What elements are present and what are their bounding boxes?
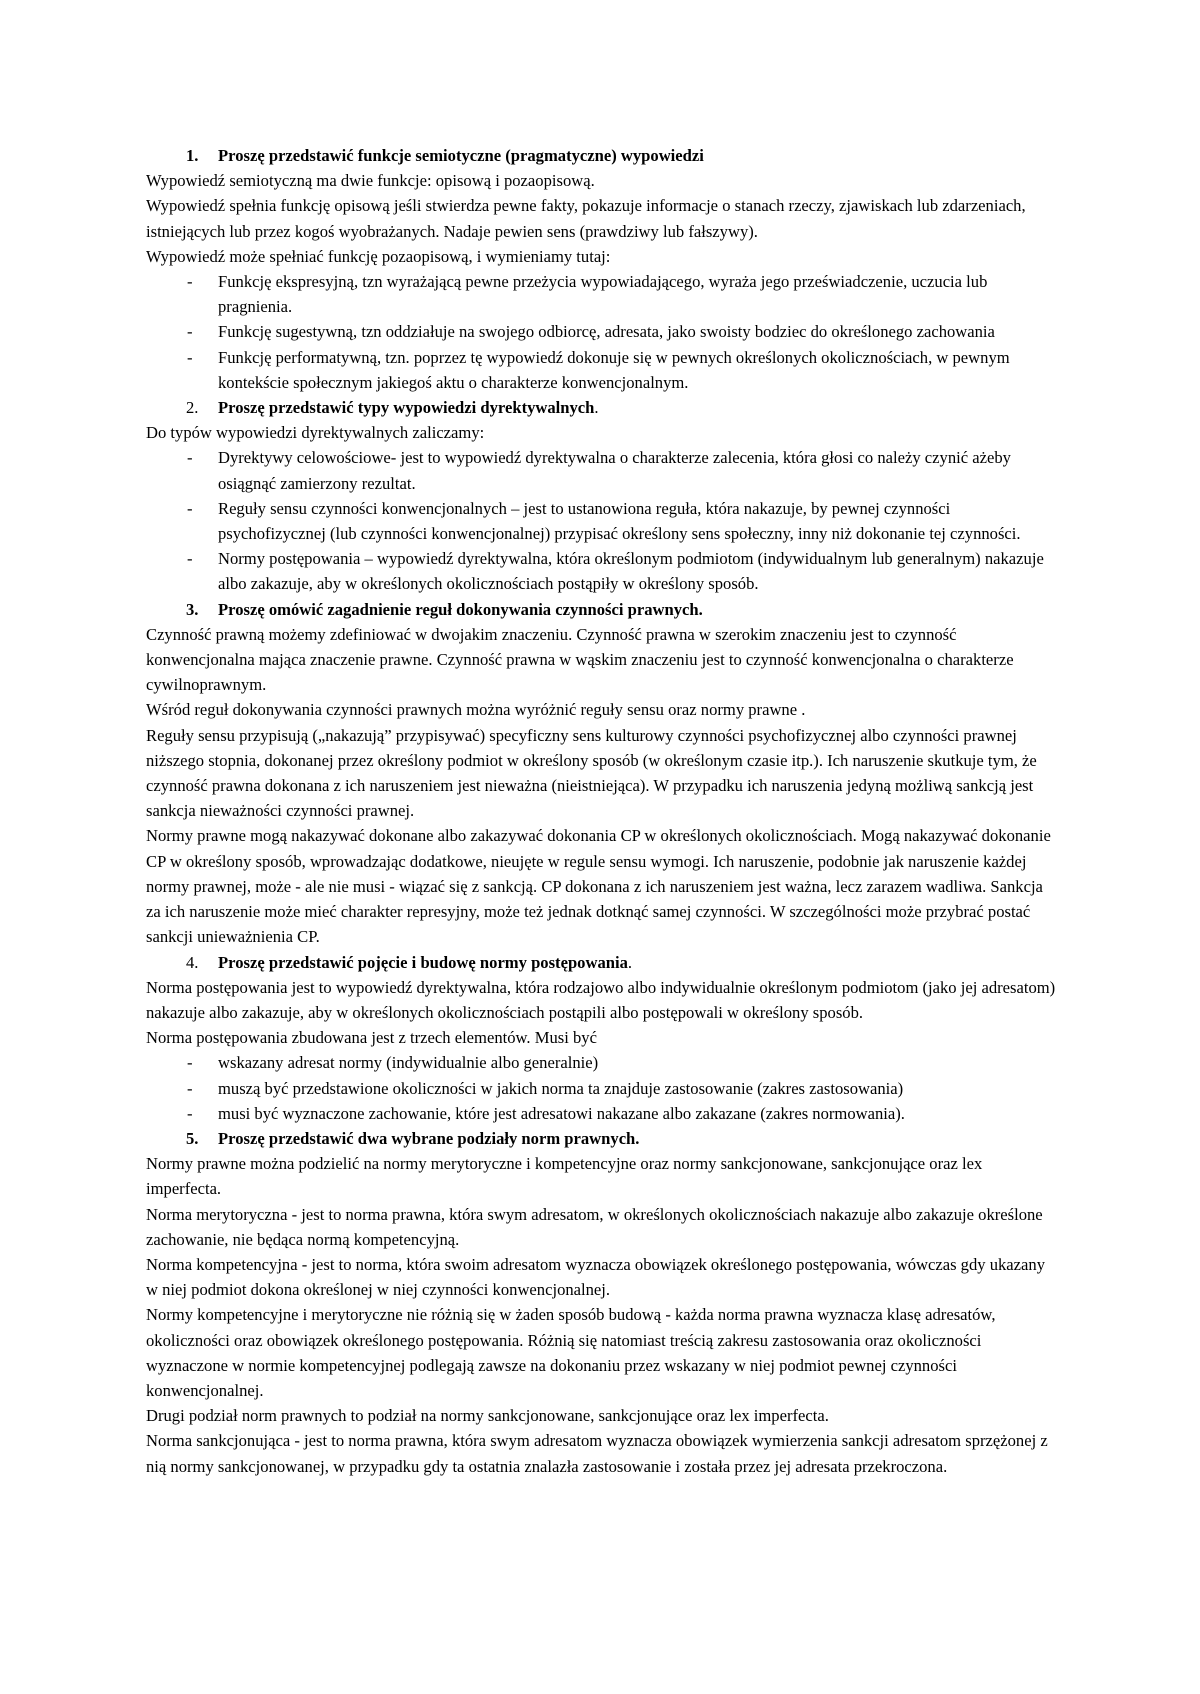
list-item [146, 345, 1061, 395]
dash-bullet-icon: - [187, 347, 193, 367]
list-item-text: muszą być przedstawione okoliczności w jakich norma ta znajduje zastosowanie (zakres zastosowania) [218, 1078, 904, 1098]
section-1-heading [146, 143, 1061, 168]
section-5-heading [146, 1126, 1061, 1151]
paragraph: Czynność prawną możemy zdefiniować w dwojakim znaczeniu. Czynność prawna w szerokim znaczeniu jest to czynność konwencjonalna mająca znaczenie prawne. Czynność prawna w wąskim znaczeniu jest to czynność konwencjonalna o charakterze cywilnoprawnym. [146, 624, 1014, 695]
list-item [146, 1050, 1061, 1075]
section-title-suffix: . [627, 952, 633, 972]
list-item-text: Dyrektywy celowościowe- jest to wypowiedź dyrektywalna o charakterze zalecenia, która głosi co należy czynić ażeby osiągnąć zamierzony rezultat. [218, 448, 1011, 493]
dash-bullet-icon: - [187, 498, 193, 518]
section-title: Proszę przedstawić dwa wybrane podziały norm prawnych. [218, 1128, 640, 1148]
paragraph: Norma sankcjonująca - jest to norma prawna, która swym adresatom wyznacza obowiązek wymierzenia sankcji adresatom sprzężonej z nią normy sankcjonowanej, w przypadku gdy ta ostatnia znalazła zastosowanie i została przez jej adresata przekroczona. [146, 1431, 1048, 1476]
list-item [146, 445, 1061, 495]
section-title: Proszę przedstawić pojęcie i budowę normy postępowania [218, 952, 628, 972]
paragraph: Norma postępowania jest to wypowiedź dyrektywalna, która rodzajowo albo indywidualnie określonym podmiotom (jako jej adresatom) nakazuje albo zakazuje, aby w określonych okolicznościach postąpili albo postępowali w określony sposób. [146, 977, 1056, 1022]
list-item-text: wskazany adresat normy (indywidualnie albo generalnie) [218, 1053, 599, 1073]
section-number: 1. [186, 146, 199, 165]
list-item-text: musi być wyznaczone zachowanie, które jest adresatowi nakazane albo zakazane (zakres normowania). [218, 1103, 905, 1123]
list-item-text: Reguły sensu czynności konwencjonalnych – jest to ustanowiona reguła, która nakazuje, by pewnej czynności psychofizycznej (lub czynności konwencjonalnej) przypisać określony sens społeczny, inny niż dokonanie tej czynności. [218, 498, 1021, 544]
paragraph: Wypowiedź semiotyczną ma dwie funkcje: opisową i pozaopisową. [146, 171, 595, 191]
dash-bullet-icon: - [187, 549, 193, 569]
paragraph: Drugi podział norm prawnych to podział na normy sankcjonowane, sankcjonujące oraz lex imperfecta. [146, 1406, 829, 1426]
section-number: 4. [186, 952, 199, 972]
list-item-text: Funkcję performatywną, tzn. poprzez tę wypowiedź dokonuje się w pewnych określonych okolicznościach, w pewnym kontekście społecznym jakiegoś aktu o charakterze konwencjonalnym. [218, 347, 1010, 392]
section-3-heading [146, 597, 1061, 622]
section-number: 3. [186, 599, 199, 619]
paragraph: Reguły sensu przypisują („nakazują” przypisywać) specyficzny sens kulturowy czynności psychofizycznej albo czynności prawnej niższego stopnia, dokonanej przez określony podmiot w określony sposób (w określonym czasie itp.). Ich naruszenie skutkuje tym, że czynność prawna dokonana z ich naruszeniem jest nieważna (nieistniejąca). W przypadku ich naruszenia jedyną możliwą sankcją jest sankcja nieważności czynności prawnej. [146, 725, 1037, 821]
list-item-text: Funkcję sugestywną, tzn oddziałuje na swojego odbiorcę, adresata, jako swoisty bodziec do określonego zachowania [218, 322, 995, 342]
list-item [146, 496, 1061, 546]
list-item [146, 319, 1061, 344]
paragraph: Wśród reguł dokonywania czynności prawnych można wyróżnić reguły sensu oraz normy prawne . [146, 700, 806, 720]
section-2-heading [146, 395, 1061, 420]
dash-bullet-icon: - [187, 1078, 193, 1098]
section-4-heading [146, 950, 1061, 975]
paragraph: Norma kompetencyjna - jest to norma, która swoim adresatom wyznacza obowiązek określonego postępowania, wówczas gdy ukazany w niej podmiot dokona określonej w niej czynności konwencjonalnej. [146, 1254, 1045, 1300]
section-title: Proszę przedstawić typy wypowiedzi dyrektywalnych [218, 398, 595, 418]
list-item [146, 546, 1061, 596]
paragraph: Norma postępowania zbudowana jest z trzech elementów. Musi być [146, 1028, 597, 1048]
bullet-list [146, 445, 1061, 596]
section-title-suffix: . [594, 398, 599, 418]
dash-bullet-icon: - [187, 322, 193, 342]
section-number: 2. [186, 398, 199, 418]
paragraph: Normy prawne mogą nakazywać dokonane albo zakazywać dokonania CP w określonych okolicznościach. Mogą nakazywać dokonanie CP w określony sposób, wprowadzając dodatkowe, nieujęte w regule sensu wymogi. Ich naruszenie, podobnie jak naruszenie każdej normy prawnej, może - ale nie musi - wiązać się z sankcją. CP dokonana z ich naruszeniem jest ważna, lecz zarazem wadliwa. Sankcja za ich naruszenie może mieć charakter represyjny, może też jednak dotknąć samej czynności. W szczególności może przybrać postać sankcji unieważnienia CP. [146, 826, 1051, 947]
list-item-text: Funkcję ekspresyjną, tzn wyrażającą pewne przeżycia wypowiadającego, wyraża jego przeświadczenie, uczucia lub pragnienia. [218, 272, 988, 317]
dash-bullet-icon: - [187, 272, 193, 292]
dash-bullet-icon: - [187, 448, 193, 468]
paragraph: Wypowiedź może spełniać funkcję pozaopisową, i wymieniamy tutaj: [146, 246, 611, 266]
dash-bullet-icon: - [187, 1053, 193, 1073]
bullet-list [146, 269, 1061, 395]
paragraph: Do typów wypowiedzi dyrektywalnych zaliczamy: [146, 423, 485, 443]
section-title: Proszę omówić zagadnienie reguł dokonywania czynności prawnych. [218, 599, 703, 619]
list-item [146, 1101, 1061, 1126]
paragraph: Normy prawne można podzielić na normy merytoryczne i kompetencyjne oraz normy sankcjonowane, sankcjonujące oraz lex imperfecta. [146, 1154, 983, 1199]
list-item [146, 1076, 1061, 1101]
paragraph: Wypowiedź spełnia funkcję opisową jeśli stwierdza pewne fakty, pokazuje informacje o stanach rzeczy, zjawiskach lub zdarzeniach, istniejących lub przez kogoś wyobrażanych. Nadaje pewien sens (prawdziwy lub fałszywy). [146, 196, 1026, 241]
section-title: Proszę przedstawić funkcje semiotyczne (pragmatyczne) wypowiedzi [218, 146, 704, 165]
document-content [146, 143, 1061, 1479]
paragraph: Norma merytoryczna - jest to norma prawna, która swym adresatom, w określonych okolicznościach nakazuje albo zakazuje określone zachowanie, nie będąca normą kompetencyjną. [146, 1204, 1043, 1249]
section-number: 5. [186, 1128, 199, 1148]
dash-bullet-icon: - [187, 1103, 193, 1123]
paragraph: Normy kompetencyjne i merytoryczne nie różnią się w żaden sposób budową - każda norma prawna wyznacza klasę adresatów, okoliczności oraz obowiązek określonego postępowania. Różnią się natomiast treścią zakresu zastosowania oraz okoliczności wyznaczone w normie kompetencyjnej podlegają zawsze na dokonaniu przez wskazany w niej podmiot pewnej czynności konwencjonalnej. [146, 1305, 996, 1400]
list-item [146, 269, 1061, 319]
bullet-list [146, 1050, 1061, 1126]
list-item-text: Normy postępowania – wypowiedź dyrektywalna, która określonym podmiotom (indywidualnym lub generalnym) nakazuje albo zakazuje, aby w określonych okolicznościach postąpiły w określony sposób. [218, 549, 1044, 594]
